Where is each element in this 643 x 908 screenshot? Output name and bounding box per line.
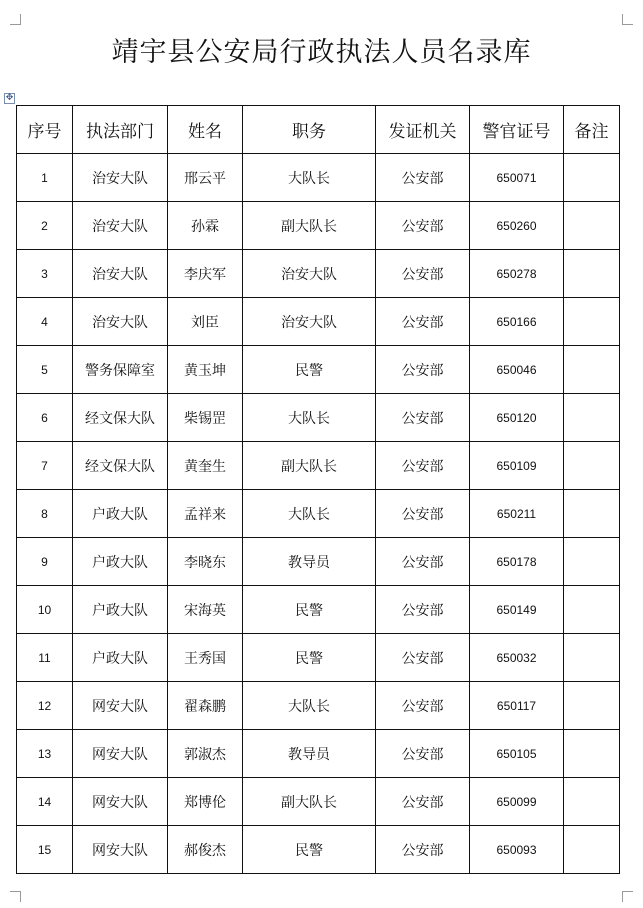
table-row xyxy=(17,586,620,634)
cell-badge: 650109 xyxy=(470,442,564,490)
cell-badge: 650211 xyxy=(470,490,564,538)
cell-index: 7 xyxy=(17,442,73,490)
header-name: 姓名 xyxy=(168,106,243,154)
cell-issuer: 公安部 xyxy=(376,682,470,730)
cell-name: 刘臣 xyxy=(168,298,243,346)
cell-dept: 户政大队 xyxy=(73,634,168,682)
table-row xyxy=(17,826,620,874)
cell-name: 黄奎生 xyxy=(168,442,243,490)
cell-name: 宋海英 xyxy=(168,586,243,634)
cell-issuer: 公安部 xyxy=(376,586,470,634)
cell-index: 10 xyxy=(17,586,73,634)
cell-badge: 650178 xyxy=(470,538,564,586)
cell-position: 大队长 xyxy=(243,394,376,442)
cell-issuer: 公安部 xyxy=(376,154,470,202)
cell-index: 9 xyxy=(17,538,73,586)
cell-dept: 户政大队 xyxy=(73,490,168,538)
header-issuer: 发证机关 xyxy=(376,106,470,154)
cell-dept: 户政大队 xyxy=(73,586,168,634)
table-row xyxy=(17,778,620,826)
table-row xyxy=(17,682,620,730)
cell-dept: 治安大队 xyxy=(73,202,168,250)
cell-issuer: 公安部 xyxy=(376,538,470,586)
cell-position: 民警 xyxy=(243,634,376,682)
cell-issuer: 公安部 xyxy=(376,730,470,778)
cell-dept: 治安大队 xyxy=(73,154,168,202)
header-badge: 警官证号 xyxy=(470,106,564,154)
cell-index: 3 xyxy=(17,250,73,298)
table-header-row xyxy=(17,106,620,154)
header-dept: 执法部门 xyxy=(73,106,168,154)
page-corner-mark-bottom-right xyxy=(622,891,633,902)
cell-badge: 650046 xyxy=(470,346,564,394)
cell-badge: 650071 xyxy=(470,154,564,202)
cell-issuer: 公安部 xyxy=(376,298,470,346)
cell-position: 教导员 xyxy=(243,538,376,586)
document-title: 靖宇县公安局行政执法人员名录库 xyxy=(111,37,532,68)
table-row xyxy=(17,634,620,682)
cell-index: 11 xyxy=(17,634,73,682)
cell-badge: 650278 xyxy=(470,250,564,298)
cell-dept: 经文保大队 xyxy=(73,442,168,490)
cell-badge: 650166 xyxy=(470,298,564,346)
cell-dept: 网安大队 xyxy=(73,682,168,730)
cell-issuer: 公安部 xyxy=(376,778,470,826)
cell-issuer: 公安部 xyxy=(376,490,470,538)
cell-index: 15 xyxy=(17,826,73,874)
cell-badge: 650105 xyxy=(470,730,564,778)
cell-remarks xyxy=(564,346,620,394)
cell-index: 5 xyxy=(17,346,73,394)
cell-name: 郑博伦 xyxy=(168,778,243,826)
cell-position: 民警 xyxy=(243,346,376,394)
cell-position: 治安大队 xyxy=(243,250,376,298)
cell-remarks xyxy=(564,154,620,202)
cell-remarks xyxy=(564,730,620,778)
table-row xyxy=(17,250,620,298)
cell-remarks xyxy=(564,202,620,250)
cell-badge: 650093 xyxy=(470,826,564,874)
cell-position: 大队长 xyxy=(243,490,376,538)
page-corner-mark-top-right xyxy=(622,14,633,25)
cell-issuer: 公安部 xyxy=(376,634,470,682)
cell-badge: 650260 xyxy=(470,202,564,250)
cell-badge: 650120 xyxy=(470,394,564,442)
cell-issuer: 公安部 xyxy=(376,394,470,442)
cell-position: 副大队长 xyxy=(243,778,376,826)
cell-issuer: 公安部 xyxy=(376,202,470,250)
cell-remarks xyxy=(564,634,620,682)
cell-remarks xyxy=(564,394,620,442)
table-row xyxy=(17,154,620,202)
cell-index: 2 xyxy=(17,202,73,250)
cell-dept: 治安大队 xyxy=(73,250,168,298)
header-position: 职务 xyxy=(243,106,376,154)
cell-dept: 网安大队 xyxy=(73,778,168,826)
cell-name: 邢云平 xyxy=(168,154,243,202)
cell-remarks xyxy=(564,538,620,586)
table-row xyxy=(17,490,620,538)
cell-name: 李晓东 xyxy=(168,538,243,586)
table-row xyxy=(17,346,620,394)
header-remarks: 备注 xyxy=(564,106,620,154)
cell-index: 4 xyxy=(17,298,73,346)
cell-remarks xyxy=(564,490,620,538)
cell-badge: 650149 xyxy=(470,586,564,634)
cell-name: 柴锡罡 xyxy=(168,394,243,442)
table-row xyxy=(17,298,620,346)
cell-name: 郝俊杰 xyxy=(168,826,243,874)
cell-remarks xyxy=(564,298,620,346)
cell-name: 孟祥来 xyxy=(168,490,243,538)
page-corner-mark-bottom-left xyxy=(10,891,21,902)
table-row xyxy=(17,202,620,250)
cell-badge: 650117 xyxy=(470,682,564,730)
personnel-table xyxy=(16,105,620,874)
cell-dept: 户政大队 xyxy=(73,538,168,586)
cell-remarks xyxy=(564,442,620,490)
cell-name: 翟森鹏 xyxy=(168,682,243,730)
cell-remarks xyxy=(564,586,620,634)
cell-index: 1 xyxy=(17,154,73,202)
cell-position: 副大队长 xyxy=(243,442,376,490)
table-row xyxy=(17,442,620,490)
cell-position: 大队长 xyxy=(243,682,376,730)
cell-dept: 经文保大队 xyxy=(73,394,168,442)
cell-badge: 650032 xyxy=(470,634,564,682)
cell-name: 李庆军 xyxy=(168,250,243,298)
page-corner-mark-top-left xyxy=(10,14,21,25)
cell-name: 郭淑杰 xyxy=(168,730,243,778)
cell-remarks xyxy=(564,826,620,874)
cell-index: 6 xyxy=(17,394,73,442)
cell-issuer: 公安部 xyxy=(376,250,470,298)
cell-position: 教导员 xyxy=(243,730,376,778)
cell-badge: 650099 xyxy=(470,778,564,826)
cell-position: 副大队长 xyxy=(243,202,376,250)
cell-issuer: 公安部 xyxy=(376,442,470,490)
table-row xyxy=(17,538,620,586)
cell-name: 王秀国 xyxy=(168,634,243,682)
cell-position: 民警 xyxy=(243,586,376,634)
cell-index: 13 xyxy=(17,730,73,778)
cell-name: 孙霖 xyxy=(168,202,243,250)
cell-remarks xyxy=(564,778,620,826)
header-index: 序号 xyxy=(17,106,73,154)
cell-name: 黄玉坤 xyxy=(168,346,243,394)
table-row xyxy=(17,394,620,442)
cell-position: 治安大队 xyxy=(243,298,376,346)
cell-issuer: 公安部 xyxy=(376,346,470,394)
cell-dept: 网安大队 xyxy=(73,730,168,778)
cell-position: 民警 xyxy=(243,826,376,874)
cell-dept: 网安大队 xyxy=(73,826,168,874)
table-row xyxy=(17,730,620,778)
table-move-handle-icon[interactable]: ✥ xyxy=(5,93,14,103)
cell-remarks xyxy=(564,682,620,730)
cell-dept: 警务保障室 xyxy=(73,346,168,394)
cell-index: 14 xyxy=(17,778,73,826)
cell-dept: 治安大队 xyxy=(73,298,168,346)
cell-issuer: 公安部 xyxy=(376,826,470,874)
cell-index: 12 xyxy=(17,682,73,730)
cell-position: 大队长 xyxy=(243,154,376,202)
table-body xyxy=(17,154,620,874)
cell-remarks xyxy=(564,250,620,298)
cell-index: 8 xyxy=(17,490,73,538)
